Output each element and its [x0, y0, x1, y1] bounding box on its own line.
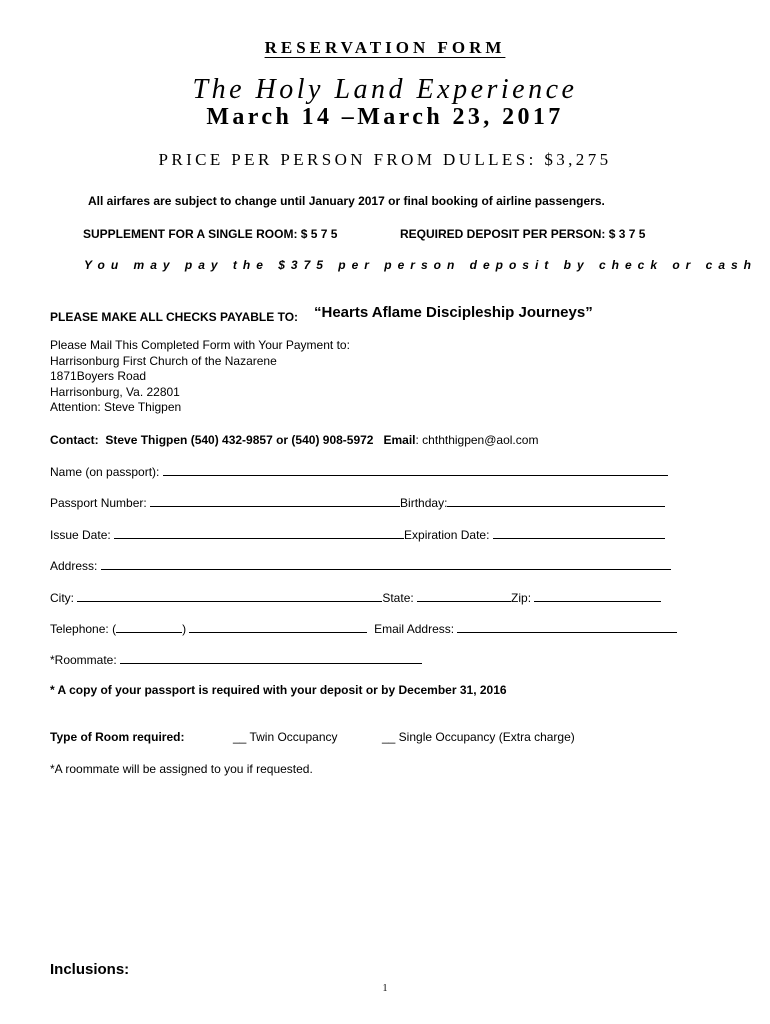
address-field[interactable] — [101, 558, 671, 570]
state-field[interactable] — [417, 590, 511, 602]
name-passport-label: Name (on passport): — [50, 465, 160, 479]
area-code-field[interactable] — [116, 621, 182, 633]
email-address-field[interactable] — [457, 621, 677, 633]
city-label: City: — [50, 591, 74, 605]
contact-line — [50, 433, 538, 447]
issue-expiration-row — [50, 527, 665, 542]
event-name: The Holy Land Experience — [192, 74, 578, 105]
telephone-label: Telephone: — [50, 622, 109, 636]
city-state-zip-row — [50, 590, 661, 605]
roommate-field[interactable] — [120, 652, 422, 664]
event-dates: March 14 –March 23, 2017 — [206, 104, 564, 130]
mailing-line: 1871Boyers Road — [50, 369, 147, 384]
price-line: PRICE PER PERSON FROM DULLES: $3,275 — [158, 150, 612, 169]
checks-payee: “Hearts Aflame Discipleship Journeys” — [314, 304, 593, 321]
email-address-label: Email Address: — [374, 622, 455, 636]
telephone-email-row — [50, 621, 677, 636]
expiration-date-label: Expiration Date: — [404, 528, 490, 542]
passport-copy-note: * A copy of your passport is required with your deposit or by December 31, 2016 — [50, 683, 507, 697]
payment-note: You may pay the $375 per person deposit by check or cash — [84, 258, 758, 272]
address-row — [50, 558, 671, 573]
mailing-address-block — [50, 338, 350, 416]
passport-birthday-row — [50, 495, 665, 510]
room-type-label: Type of Room required: — [50, 730, 185, 744]
birthday-field[interactable] — [447, 495, 665, 507]
roommate-label: *Roommate: — [50, 653, 117, 667]
mailing-line: Please Mail This Completed Form with Your Payment to: — [50, 338, 350, 352]
mailing-line: Harrisonburg, Va. 22801 — [50, 384, 180, 399]
issue-date-label: Issue Date: — [50, 528, 111, 542]
contact-email-label: Email — [383, 433, 416, 447]
required-deposit: REQUIRED DEPOSIT PER PERSON: $ 3 7 5 — [400, 227, 646, 241]
zip-field[interactable] — [534, 590, 661, 602]
state-label: State: — [382, 591, 414, 605]
single-supplement: SUPPLEMENT FOR A SINGLE ROOM: $ 5 7 5 — [83, 227, 338, 241]
name-passport-field[interactable] — [163, 464, 668, 476]
passport-number-field[interactable] — [150, 495, 400, 507]
area-code-close: ) — [182, 622, 187, 636]
name-passport-row — [50, 464, 668, 479]
single-occupancy-option[interactable]: __ Single Occupancy (Extra charge) — [382, 730, 575, 744]
passport-number-label: Passport Number: — [50, 496, 147, 510]
mailing-line: Harrisonburg First Church of the Nazarene — [50, 353, 277, 368]
birthday-label: Birthday: — [400, 496, 448, 510]
area-code-open: ( — [112, 622, 117, 636]
mailing-line: Attention: Steve Thigpen — [50, 400, 182, 415]
contact-name-phones: Steve Thigpen (540) 432-9857 or (540) 908-5972 — [105, 433, 374, 447]
airfare-notice: All airfares are subject to change until January 2017 or final booking of airline passengers. — [88, 194, 605, 208]
inclusions-heading: Inclusions: — [50, 961, 130, 978]
page-number: 1 — [382, 983, 388, 994]
address-label: Address: — [50, 559, 98, 573]
twin-occupancy-option[interactable]: __ Twin Occupancy — [233, 730, 338, 744]
city-field[interactable] — [77, 590, 382, 602]
issue-date-field[interactable] — [114, 527, 404, 539]
zip-label: Zip: — [511, 591, 532, 605]
roommate-assignment-note: *A roommate will be assigned to you if requested. — [50, 762, 313, 776]
telephone-field[interactable] — [189, 621, 367, 633]
roommate-row — [50, 652, 422, 667]
contact-label: Contact: — [50, 433, 99, 447]
form-title: RESERVATION FORM — [264, 38, 506, 57]
expiration-date-field[interactable] — [493, 527, 665, 539]
checks-payable-label: PLEASE MAKE ALL CHECKS PAYABLE TO: — [50, 310, 299, 324]
contact-email[interactable]: : chththigpen@aol.com — [415, 433, 539, 447]
